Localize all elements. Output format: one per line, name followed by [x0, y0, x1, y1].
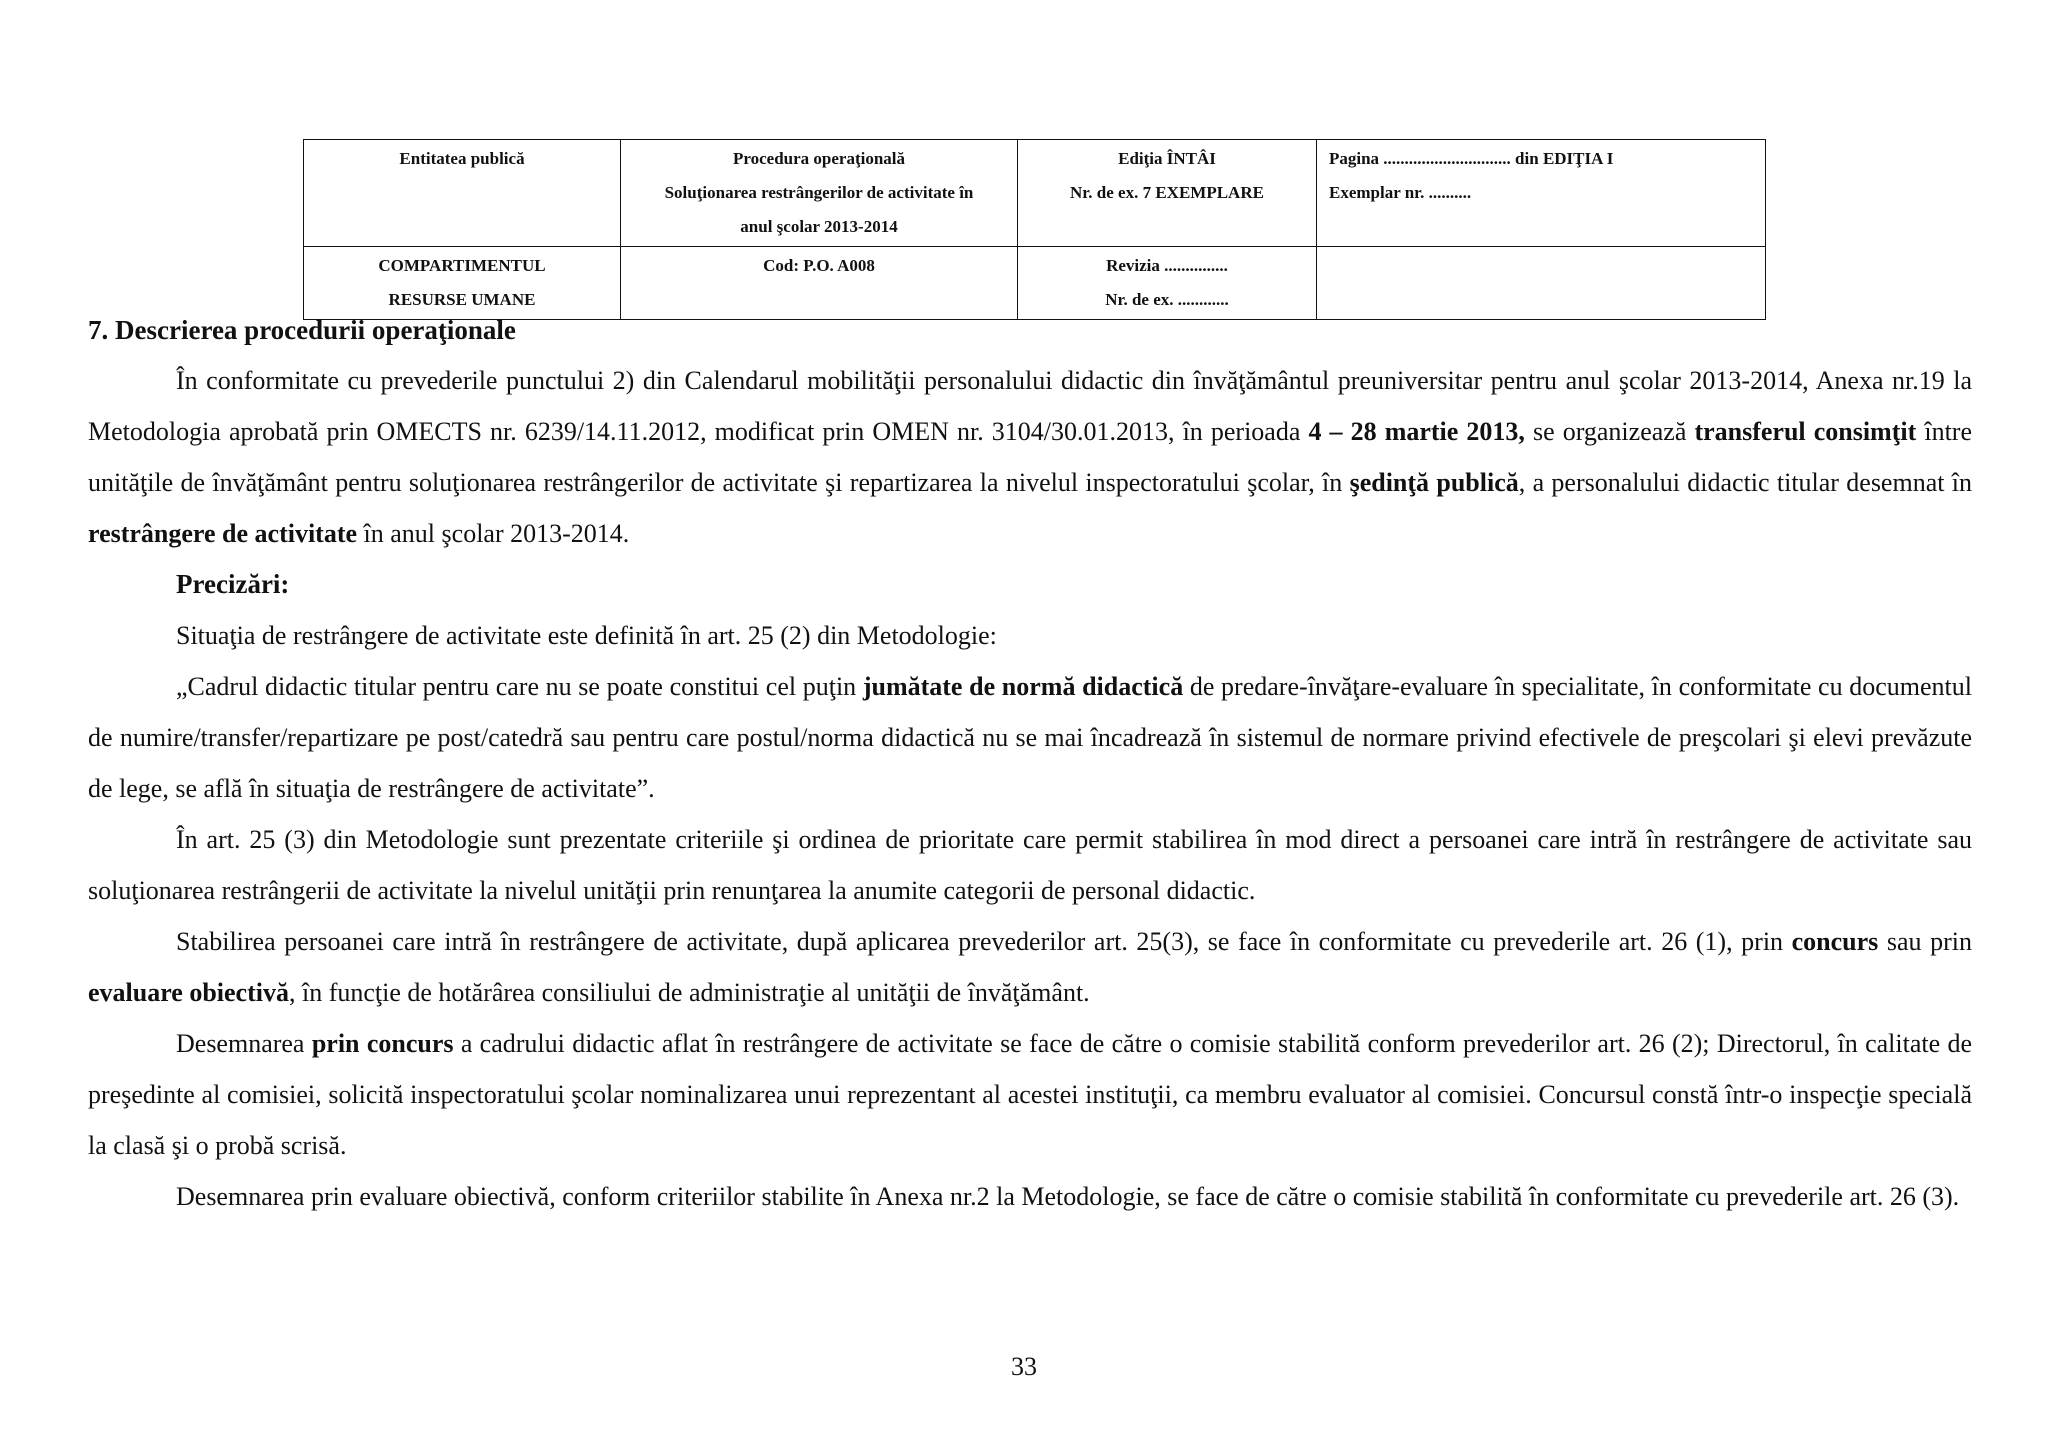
contest-bold: concurs — [1791, 927, 1879, 956]
page-field: Pagina .............................. din EDIŢIA I — [1329, 149, 1614, 168]
body-text — [88, 355, 1972, 1222]
revision-cell — [1018, 247, 1317, 320]
revision-label: Revizia ............... — [1106, 256, 1228, 275]
objective-evaluation-bold: evaluare obiectivă — [88, 978, 289, 1007]
code-cell — [621, 247, 1018, 320]
text-run: între unităţile de învăţământ pentru soluţionarea restrângerilor de activitate şi repartizarea la nivelul inspectoratului şcolar, în — [88, 417, 1972, 497]
public-session-bold: şedinţă publică — [1349, 468, 1519, 497]
entity-label: Entitatea publică — [399, 149, 525, 168]
procedure-subtitle-line-2: anul şcolar 2013-2014 — [740, 217, 898, 236]
paragraph-4: În art. 25 (3) din Metodologie sunt prezentate criteriile şi ordinea de prioritate care permit stabilirea în mod direct a persoanei care intră în restrângere de activitate sau soluţionarea restrângerii de activitate la nivelul unităţii prin renunţarea la anumite categorii de personal didactic. — [88, 825, 1972, 905]
department-cell — [304, 247, 621, 320]
text-run: , în funcţie de hotărârea consiliului de administraţie al unităţii de învăţământ. — [288, 978, 1090, 1007]
text-run: sau prin — [1878, 927, 1972, 956]
paragraph-3 — [88, 661, 1972, 814]
paragraph-2: Situaţia de restrângere de activitate este definită în art. 25 (2) din Metodologie: — [176, 621, 997, 650]
paragraph-5 — [88, 916, 1972, 1018]
copy-number: Exemplar nr. .......... — [1329, 183, 1472, 202]
department-line-1: COMPARTIMENTUL — [378, 256, 546, 275]
department-line-2: RESURSE UMANE — [388, 290, 536, 309]
activity-reduction-bold: restrângere de activitate — [88, 519, 358, 548]
entity-cell — [304, 140, 621, 247]
text-run: de predare-învăţare-evaluare în specialitate, în conformitate cu documentul de numire/transfer/repartizare pe post/catedră sau pentru care postul/norma didactică nu se mai încadrează în sistemul de normare privind efectivele de preşcolari şi elevi prevăzute de lege, se află în situaţia de restrângere de activitate”. — [88, 672, 1972, 803]
page-number: 33 — [1011, 1352, 1037, 1381]
text-run: Desemnarea — [176, 1029, 312, 1058]
procedure-title: Procedura operaţională — [732, 149, 906, 168]
copies-count: Nr. de ex. 7 EXEMPLARE — [1070, 183, 1264, 202]
half-norm-bold: jumătate de normă didactică — [862, 672, 1184, 701]
header-row-2 — [304, 247, 1766, 320]
text-run: se organizează — [1524, 417, 1695, 446]
procedure-code: Cod: P.O. A008 — [763, 256, 875, 275]
header-row-1 — [304, 140, 1766, 247]
subheading-precizari: Precizări: — [176, 569, 290, 599]
paragraph-6 — [88, 1018, 1972, 1171]
section-heading: 7. Descrierea procedurii operaţionale — [88, 315, 516, 345]
text-run: „Cadrul didactic titular pentru care nu se poate constitui cel puţin — [176, 672, 863, 701]
by-contest-bold: prin concurs — [311, 1029, 454, 1058]
text-run: În conformitate cu prevederile punctului 2) din Calendarul mobilităţii personalului didactic din învăţământul preuniversitar pentru anul şcolar 2013-2014, Anexa nr.19 la Metodologia aprobată prin OMECTS nr. 6239/14.11.2012, modificat prin OMEN nr. 3104/30.01.2013, în perioada — [88, 366, 1972, 446]
page-cell — [1317, 140, 1766, 247]
procedure-subtitle-line-1: Soluţionarea restrângerilor de activitate în — [664, 183, 974, 202]
procedure-cell — [621, 140, 1018, 247]
text-run: în anul şcolar 2013-2014. — [357, 519, 630, 548]
text-run: a cadrului didactic aflat în restrângere de activitate se face de către o comisie stabilită conform prevederilor art. 26 (2); Directorul, în calitate de preşedinte al comisiei, solicită inspectoratului şcolar nominalizarea unui reprezentant al acestei instituţii, ca membru evaluator al comisiei. Concursul constă într-o inspecţie specială la clasă şi o probă scrisă. — [88, 1029, 1972, 1160]
empty-cell — [1317, 247, 1766, 320]
edition-cell — [1018, 140, 1317, 247]
date-range-bold: 4 – 28 martie 2013, — [1308, 417, 1525, 446]
revision-copies: Nr. de ex. ............ — [1105, 290, 1229, 309]
document-header-table — [303, 139, 1766, 320]
edition-label: Ediţia ÎNTÂI — [1118, 149, 1216, 168]
paragraph-1 — [88, 355, 1972, 559]
text-run: , a personalului didactic titular desemnat în — [1518, 468, 1973, 497]
paragraph-7: Desemnarea prin evaluare obiectivă, conform criteriilor stabilite în Anexa nr.2 la Metodologie, se face de către o comisie stabilită în conformitate cu prevederile art. 26 (3). — [176, 1182, 1960, 1211]
consent-transfer-bold: transferul consimţit — [1694, 417, 1917, 446]
text-run: Stabilirea persoanei care intră în restrângere de activitate, după aplicarea prevederilor art. 25(3), se face în conformitate cu prevederile art. 26 (1), prin — [176, 927, 1792, 956]
